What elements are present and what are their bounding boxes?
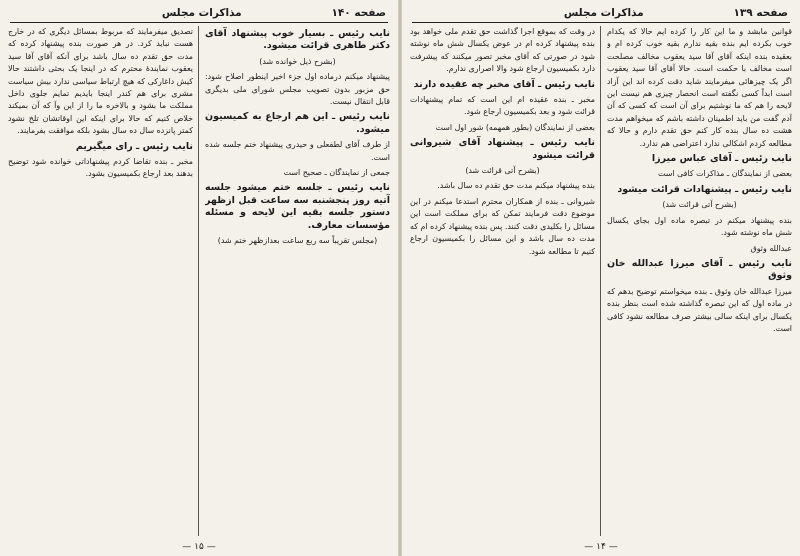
speaker-line: نایب رئیس ـ بسیار خوب پیشنهاد آقای دکتر طاهری قرائت میشود. [205, 28, 390, 52]
left-page [0, 0, 398, 556]
header-rule [10, 22, 388, 23]
header-rule [412, 22, 790, 23]
paragraph: جمعی از نمایندگان ـ صحیح است [283, 168, 390, 178]
page-header [8, 6, 390, 20]
paragraph: میرزا عبدالله خان وثوق ـ بنده میخواستم توضیح بدهم که در ماده اول که این تبصره گذاشته شده است بنظر بنده یکسال برای اینکه سالی بیشتر صرف مطالعه نشود کافی است. [607, 286, 792, 333]
paragraph: در وقت که بموقع اجرا گذاشت حق تقدم ملی خواهد بود بنده پیشنهاد کرده ام در عوض یکسال شش ماه نوشته شود در صورتی که آقای مخبر تصور میکنند که پیشرفت دارد بکمیسیون ارجاع شود والا اصراری ندارم. [410, 27, 595, 74]
stage-note: (مجلس تقریباً سه ربع ساعت بعدازظهر ختم شد) [217, 236, 378, 246]
paragraph: بنده پیشنهاد میکنم مدت حق تقدم ده سال باشد. [437, 181, 595, 191]
page-number: صفحه ۱۴۰ [331, 7, 386, 19]
text-columns [410, 26, 792, 536]
page-footer-number: — ۱۵ — [182, 542, 216, 552]
page-footer-number: — ۱۴ — [584, 542, 618, 552]
column-left [410, 26, 595, 536]
page-header [410, 6, 792, 20]
right-page [402, 0, 800, 556]
paragraph: تصدیق میفرمایند که مربوط بمسائل دیگری که در خارج هست نباید کرد. در هر صورت بنده پیشنهاد کرده که مدت حق تقدم ده سال باشد برای آنکه آقای آقا سید یعقوب نمایندهٔ محترم که در اینجا یک بحثی داشتند حالا کیش داغارکی که هیچ ارتباط سیاسی ندارد بیش سیاست مشری برای هم کندر اینجا بایدیم تمایم جلوی داخل مملکت ما بشود و بالاخره ما را از این وآ که آن بمیکند خلاص کنیم که حالا برای اینکه این اوقاتشان تلخ نشود کمتر پانزده سال ده سال بشود بلکه موافقت بفرمایند. [8, 27, 193, 136]
speaker-line: نایب رئیس ـ این هم ارجاع به کمیسیون میشود. [205, 111, 390, 135]
column-divider [198, 26, 199, 536]
paragraph: عبدالله وثوق [750, 243, 792, 253]
paragraph: بنده پیشنهاد میکنم در تبصره ماده اول بجای یکسال شش ماه نوشته شود. [607, 215, 792, 238]
stage-note: (بشرح آتی قرائت شد) [465, 166, 540, 176]
speaker-line: نایب رئیس ـ جلسه ختم میشود جلسه آتیه روز پنجشنبه سه ساعت قبل ازظهر دستور جلسه بقیه این لایحه و مسئله مؤسسات معارف. [205, 182, 390, 231]
paragraph: بعضی از نمایندگان (بطور همهمه) شور اول است [435, 122, 595, 132]
paragraph: بعضی از نمایندگان ـ مذاکرات کافی است [658, 169, 792, 179]
running-title: مذاکرات مجلس [161, 7, 242, 19]
column-divider [600, 26, 601, 536]
speaker-line: نایب رئیس ـ آقای میرزا عبدالله خان وثوق [607, 257, 792, 282]
speaker-line: نایب رئیس ـ رای میگیریم [75, 140, 193, 152]
paragraph: مخبر ـ بنده تقاضا کردم پیشنهاداتی خوانده شود توضیح بدهند بعد ارجاع بکمیسیون بشود. [8, 157, 193, 179]
paragraph: پیشنهاد میکنم درماده اول جزء اخیر اینطور اصلاح شود: حق مزبور بدون تصویب مجلس شورای ملی بدیگری قابل انتقال نیست. [205, 72, 390, 107]
paragraph: مخبر ـ بنده عقیده ام این است که تمام پیشنهادات قرائت شود و بعد بکمیسیون ارجاع شود. [410, 95, 595, 117]
speaker-line: نایب رئیس ـ آقای عباس میرزا [651, 153, 792, 165]
stage-note: (بشرح آتی قرائت شد) [662, 200, 737, 210]
paragraph: قوانین مابشد و ما این کار را کرده ایم حالا که یکدام خوب بکرده ایم بنده بقیه ندارم بقیه خوب کرده ام و بعقیده بنده اینکه آقای آقا سید یعقوب مخالف مصلحت است مخالف با حکمت است. حالا آقای آقا سید یعقوب اگر یک چیزهائی میفرمایند شاید دقت کرده اند این آزاد است ابداً کسی نگفته است انحصار چیزی هم نیست این لایحه را هم که ما نوشتیم برای آن است که کسی که آن آدم گفت من باید اطمینان داشته باشم که میخواهم مدت هشت ده سال بنده کار کنم حق تقدم دارم و حالا که مطالعه کردم اشکالی ندارد اعتراضی هم ندارد. [607, 27, 792, 148]
page-number: صفحه ۱۳۹ [733, 7, 788, 19]
paragraph: از طرف آقای لطفعلی و حیدری پیشنهاد ختم جلسه شده است. [205, 140, 390, 162]
column-right [205, 26, 390, 536]
speaker-line: نایب رئیس ـ پیشنهادات قرائت میشود [617, 183, 792, 195]
running-title: مذاکرات مجلس [563, 7, 644, 19]
speaker-line: نایب رئیس ـ آقای مخبر چه عقیده دارند [413, 78, 595, 90]
speaker-line: نایب رئیس ـ پیشنهاد آقای شیروانی قرائت میشود [410, 137, 595, 161]
paragraph: شیروانی ـ بنده از همکاران محترم استدعا میکنم در این موضوع دقت فرمایند تمکن که برای مملکت است این مسائل را بکلیدی دقت کنند. پس بنده پیشنهاد کرده ام که مدت ده سال باشد و این مسائل را بکمیسیون ارجاع کنیم تا مطالعه شود. [410, 196, 595, 256]
stage-note: (بشرح ذیل خوانده شد) [259, 56, 336, 66]
column-right [607, 26, 792, 536]
column-left [8, 26, 193, 536]
text-columns [8, 26, 390, 536]
